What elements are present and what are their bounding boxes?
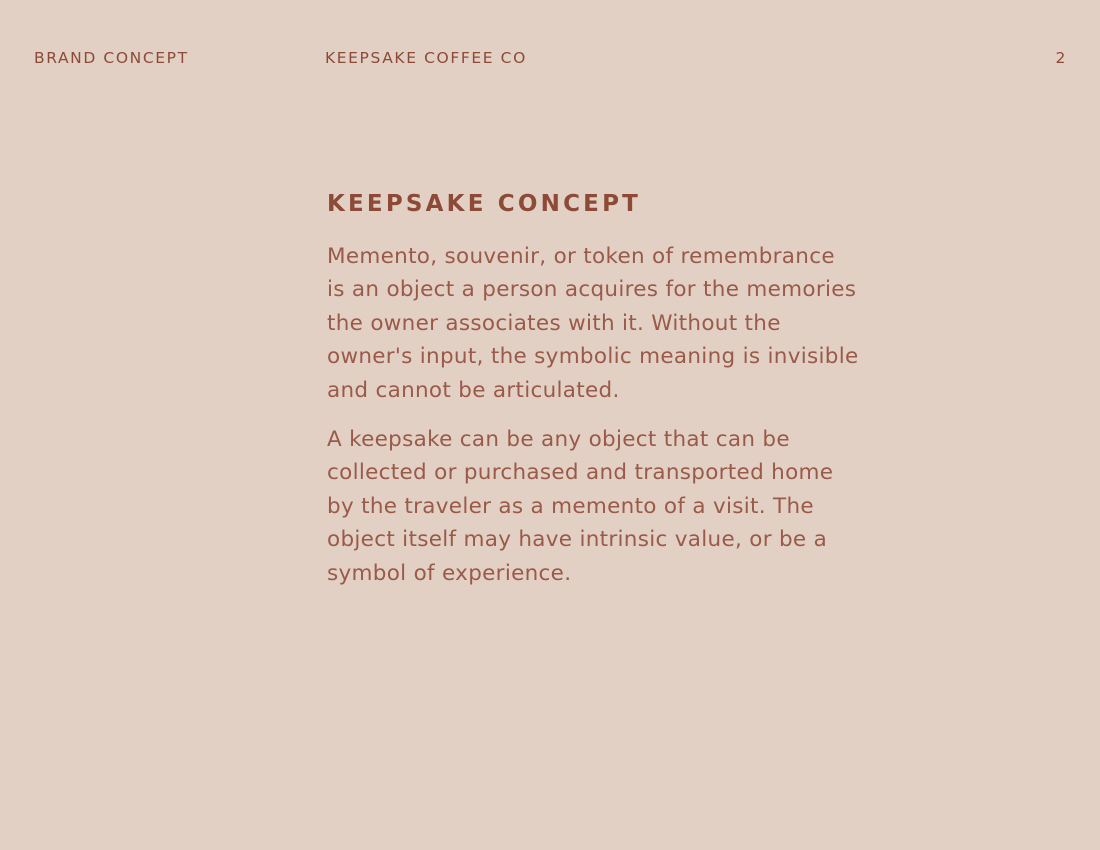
page-number: 2: [1055, 49, 1067, 67]
paragraph-line: owner's input, the symbolic meaning is invisible: [327, 344, 859, 370]
paragraph-line: Memento, souvenir, or token of remembrance: [327, 244, 835, 269]
paragraph-line: is an object a person acquires for the memories: [327, 277, 857, 303]
paragraph-line: collected or purchased and transported home: [327, 460, 834, 486]
paragraph-line: object itself may have intrinsic value, or be a: [327, 527, 828, 553]
paragraph-line: and cannot be articulated.: [327, 377, 620, 403]
paragraph-line: A keepsake can be any object that can be: [327, 427, 790, 453]
paragraph-line: symbol of experience.: [327, 560, 572, 586]
paragraph-keepsake: [327, 423, 1007, 590]
paragraph-line: the owner associates with it. Without the: [327, 310, 781, 336]
paragraph-memento: [327, 240, 1007, 407]
section-heading: KEEPSAKE CONCEPT: [327, 191, 642, 217]
brand-name: KEEPSAKE COFFEE CO: [325, 49, 527, 67]
paragraph-line: by the traveler as a memento of a visit. The: [327, 493, 814, 519]
main-content: [327, 188, 1017, 590]
section-label: BRAND CONCEPT: [34, 49, 189, 67]
